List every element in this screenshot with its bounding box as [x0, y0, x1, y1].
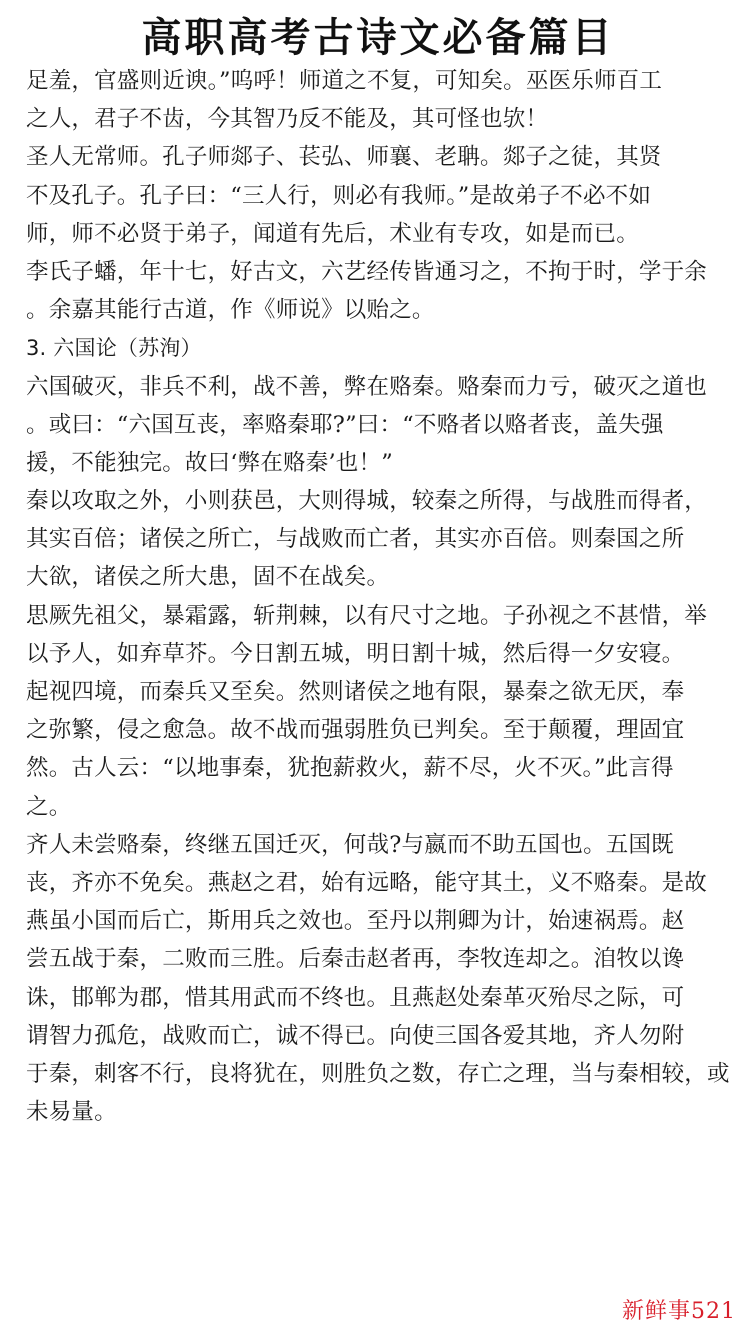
watermark-label: 新鲜事521 — [622, 1299, 736, 1324]
text-line: 其实百倍；诸侯之所亡，与战败而亡者，其实亦百倍。则秦国之所 — [26, 526, 685, 553]
text-line: 援，不能独完。故曰‘弊在赂秦’也！” — [26, 449, 393, 476]
text-line: 六国破灭，非兵不利，战不善，弊在赂秦。赂秦而力亏，破灭之道也 — [26, 373, 708, 400]
page-title: 高职高考古诗文必备篇目 — [141, 14, 615, 61]
text-line: 之。 — [26, 793, 72, 820]
text-line: 师，师不必贤于弟子，闻道有先后，术业有专攻，如是而已。 — [26, 220, 639, 247]
text-line: 之弥繁，侵之愈急。故不战而强弱胜负已判矣。至于颠覆，理固宜 — [26, 717, 685, 744]
text-line: 以予人，如弃草芥。今日割五城，明日割十城，然后得一夕安寝。 — [26, 640, 685, 667]
text-line: 大欲，诸侯之所大患，固不在战矣。 — [26, 564, 390, 591]
text-line: 齐人未尝赂秦，终继五国迁灭，何哉?与嬴而不助五国也。五国既 — [26, 831, 674, 858]
section-heading: 3. 六国论（苏洵） — [26, 336, 202, 361]
text-line: 然。古人云：“以地事秦，犹抱薪救火，薪不尽，火不灭。”此言得 — [26, 755, 674, 782]
text-line: 起视四境，而秦兵又至矣。然则诸侯之地有限，暴秦之欲无厌，奉 — [26, 679, 685, 705]
text-line: 不及孔子。孔子曰：“三人行，则必有我师。”是故弟子不必不如 — [26, 182, 652, 209]
text-line: 尝五战于秦，二败而三胜。后秦击赵者再，李牧连却之。洎牧以谗 — [26, 946, 685, 973]
text-line: 丧，齐亦不免矣。燕赵之君，始有远略，能守其土，义不赂秦。是故 — [26, 869, 708, 896]
text-line: 足羞，官盛则近谀。”呜呼！师道之不复，可知矣。巫医乐师百工 — [26, 68, 663, 94]
text-line: 谓智力孤危，战败而亡，诚不得已。向使三国各爱其地，齐人勿附 — [26, 1022, 685, 1049]
text-line: 。或曰：“六国互丧，率赂秦耶?”曰：“不赂者以赂者丧，盖失强 — [26, 411, 664, 438]
text-line: 李氏子蟠，年十七，好古文，六艺经传皆通习之，不拘于时，学于余 — [26, 258, 708, 285]
text-line: 燕虽小国而后亡，斯用兵之效也。至丹以荆卿为计，始速祸焉。赵 — [26, 908, 685, 935]
text-line: 。余嘉其能行古道，作《师说》以贻之。 — [26, 297, 435, 324]
text-line: 圣人无常师。孔子师郯子、苌弘、师襄、老聃。郯子之徒，其贤 — [26, 144, 662, 171]
text-line: 之人，君子不齿，今其智乃反不能及，其可怪也欤！ — [26, 106, 549, 133]
text-line: 诛，邯郸为郡，惜其用武而不终也。且燕赵处秦革灭殆尽之际，可 — [26, 984, 685, 1011]
text-body — [26, 62, 730, 1131]
text-line: 未易量。 — [26, 1099, 117, 1126]
text-line: 思厥先祖父，暴霜露，斩荆棘，以有尺寸之地。子孙视之不甚惜，举 — [26, 602, 708, 629]
text-line: 秦以攻取之外，小则获邑，大则得城，较秦之所得，与战胜而得者， — [26, 488, 708, 515]
text-line: 于秦，刺客不行，良将犹在，则胜负之数，存亡之理，当与秦相较，或 — [26, 1060, 730, 1087]
